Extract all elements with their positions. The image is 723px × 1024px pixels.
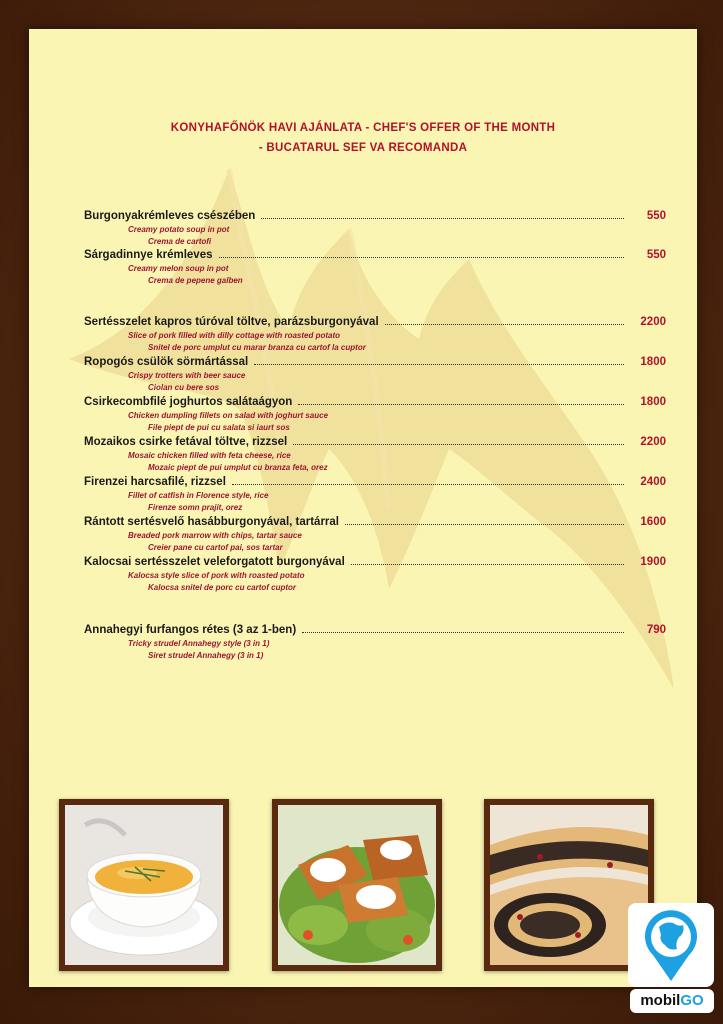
dish-name: Annahegyi furfangos rétes (3 az 1-ben) — [84, 624, 297, 636]
dish-price: 2200 — [640, 436, 666, 448]
mobilgo-badge[interactable] — [628, 903, 716, 1015]
dish-romanian: Kalocsa snitel de porc cu cartof cuptor — [148, 583, 297, 592]
badge-label — [630, 989, 714, 1013]
leader-dots — [385, 315, 624, 325]
dish-name: Rántott sertésvelő hasábburgonyával, tartárral — [84, 516, 339, 528]
dish-english: Mosaic chicken filled with feta cheese, rice — [128, 451, 291, 460]
menu-item — [84, 315, 666, 354]
dish-name: Kalocsai sertésszelet veleforgatott burgonyával — [84, 556, 345, 568]
leader-dots — [219, 248, 625, 258]
menu-item — [84, 209, 666, 248]
dish-price: 790 — [646, 624, 666, 636]
dish-english: Crispy trotters with beer sauce — [128, 371, 246, 380]
dish-english: Chicken dumpling fillets on salad with joghurt sauce — [128, 411, 329, 420]
leader-dots — [298, 395, 624, 405]
menu-item — [84, 395, 666, 434]
badge-box — [628, 903, 714, 987]
dish-romanian: Mozaic piept de pui umplut cu branza feta, orez — [148, 463, 328, 472]
dish-price: 2400 — [640, 476, 666, 488]
dish-price: 1900 — [640, 556, 666, 568]
header-line-1: KONYHAFŐNÖK HAVI AJÁNLATA - CHEF'S OFFER OF THE MONTH — [170, 122, 556, 134]
menu-item — [84, 623, 666, 662]
dish-english: Creamy melon soup in pot — [128, 264, 229, 273]
dish-english: Breaded pork marrow with chips, tartar sauce — [128, 531, 302, 540]
dish-name: Firenzei harcsafilé, rizzsel — [84, 476, 226, 488]
menu-item — [84, 475, 666, 514]
dish-price: 550 — [646, 210, 666, 222]
menu-item — [84, 355, 666, 394]
leader-dots — [261, 209, 624, 219]
badge-label-part2: GO — [680, 992, 704, 1009]
dish-price: 2200 — [640, 316, 666, 328]
dish-name: Mozaikos csirke fetával töltve, rizzsel — [84, 436, 288, 448]
leader-dots — [254, 355, 624, 365]
menu-item — [84, 435, 666, 474]
dish-name: Csirkecombfilé joghurtos salátaágyon — [84, 396, 293, 408]
dish-romanian: Siret strudel Annahegy (3 in 1) — [148, 651, 264, 660]
leader-dots — [345, 515, 624, 525]
dish-romanian: Firenze somn prajit, orez — [148, 503, 243, 512]
dish-name: Sertésszelet kapros túróval töltve, parázsburgonyával — [84, 316, 379, 328]
dish-price: 1800 — [640, 396, 666, 408]
menu-item — [84, 555, 666, 594]
badge-label-part1: mobil — [640, 992, 681, 1009]
menu-page — [29, 29, 697, 987]
leader-dots — [351, 555, 624, 565]
menu-item — [84, 248, 666, 287]
dish-name: Ropogós csülök sörmártással — [84, 356, 249, 368]
map-pin-icon — [639, 907, 703, 983]
dish-romanian: File piept de pui cu salata si iaurt sos — [148, 423, 290, 432]
photo-chicken-salad — [272, 799, 442, 971]
leader-dots — [293, 435, 624, 445]
dish-price: 1600 — [640, 516, 666, 528]
leader-dots — [302, 623, 624, 633]
dish-price: 1800 — [640, 356, 666, 368]
dish-name: Sárgadinnye krémleves — [84, 249, 213, 261]
dish-price: 550 — [646, 249, 666, 261]
header-line-2: - BUCATARUL SEF VA RECOMANDA — [258, 142, 468, 154]
dish-english: Tricky strudel Annahegy style (3 in 1) — [128, 639, 270, 648]
photo-cream-soup — [59, 799, 229, 971]
menu-item — [84, 515, 666, 554]
dish-english: Kalocsa style slice of pork with roasted potato — [128, 571, 305, 580]
dish-name: Burgonyakrémleves csészében — [84, 210, 256, 222]
dish-romanian: Ciolan cu bere sos — [148, 383, 220, 392]
dish-english: Fillet of catfish in Florence style, rice — [128, 491, 269, 500]
dish-english: Slice of pork filled with dilly cottage with roasted potato — [128, 331, 341, 340]
dish-romanian: Snitel de porc umplut cu marar branza cu cartof la cuptor — [148, 343, 366, 352]
dish-romanian: Creier pane cu cartof pai, sos tartar — [148, 543, 283, 552]
dish-romanian: Crema de pepene galben — [148, 276, 243, 285]
dish-romanian: Crema de cartofi — [148, 237, 212, 246]
leader-dots — [232, 475, 624, 485]
dish-english: Creamy potato soup in pot — [128, 225, 230, 234]
